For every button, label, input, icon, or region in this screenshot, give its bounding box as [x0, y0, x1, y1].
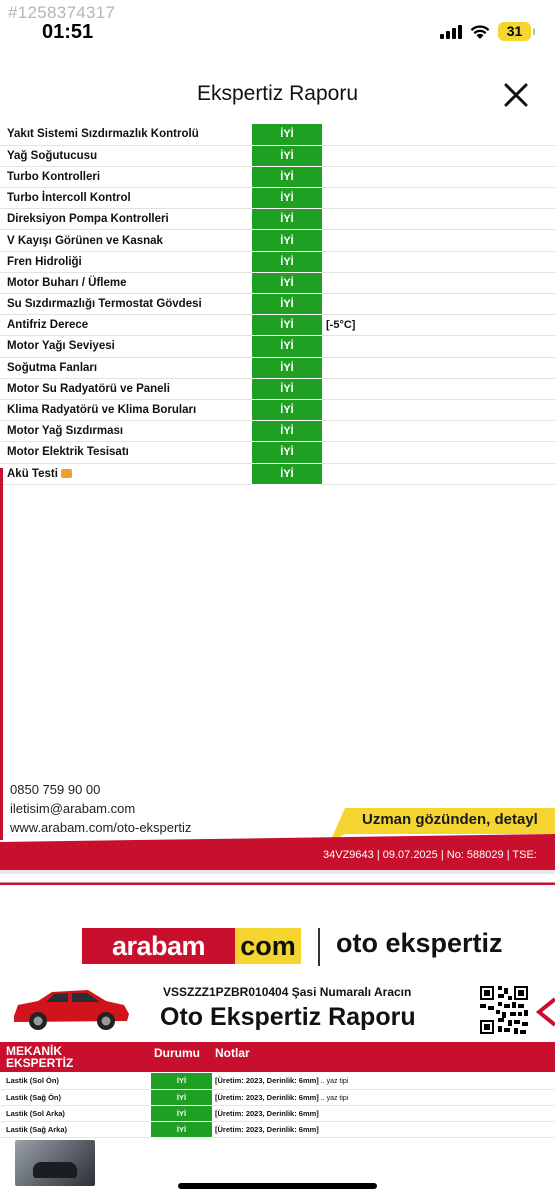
tire-note: [Üretim: 2023, Derinlik: 6mm]: [212, 1121, 555, 1137]
report-row: [0, 399, 555, 420]
tire-row: [0, 1105, 555, 1121]
row-label: Turbo Kontrolleri: [0, 166, 252, 187]
row-note: [322, 251, 555, 272]
signal-icon: [440, 24, 462, 39]
contact-phone: 0850 759 90 00: [10, 782, 101, 797]
row-label: Motor Su Radyatörü ve Paneli: [0, 378, 252, 399]
status-badge: İYİ: [252, 378, 322, 399]
status-badge: İYİ: [252, 357, 322, 378]
status-time: 01:51: [42, 21, 94, 43]
row-note: [322, 294, 555, 315]
report-row: [0, 124, 555, 145]
photo-thumbnail[interactable]: [15, 1140, 95, 1186]
row-note: [322, 209, 555, 230]
camera-icon[interactable]: [61, 469, 72, 478]
status-badge: İYİ: [252, 399, 322, 420]
page-edge-rule: [0, 468, 3, 840]
report-row: [0, 315, 555, 336]
row-note: [322, 463, 555, 484]
status-badge: İYİ: [252, 230, 322, 251]
section-header: [0, 1042, 555, 1072]
close-icon[interactable]: [501, 80, 531, 110]
tire-note: [Üretim: 2023, Derinlik: 6mm]: [212, 1105, 555, 1121]
report-row: [0, 230, 555, 251]
report-row: [0, 166, 555, 187]
column-status: Durumu: [154, 1046, 200, 1060]
row-note: [-5°C]: [322, 315, 555, 336]
report-row: [0, 251, 555, 272]
row-label: Akü Testi: [0, 463, 252, 484]
tire-note: [Üretim: 2023, Derinlik: 6mm] .. yaz tipi: [212, 1089, 555, 1105]
status-badge: İYİ: [252, 315, 322, 336]
status-badge: İYİ: [252, 336, 322, 357]
row-label: Yağ Soğutucusu: [0, 145, 252, 166]
wifi-icon: [469, 24, 491, 40]
row-note: [322, 399, 555, 420]
row-note: [322, 166, 555, 187]
tire-row: [0, 1121, 555, 1137]
battery-icon: 31: [498, 22, 531, 41]
row-label: Su Sızdırmazlığı Termostat Gövdesi: [0, 294, 252, 315]
tire-table: [0, 1073, 555, 1138]
row-note: [322, 272, 555, 293]
report-row: [0, 272, 555, 293]
row-label: Klima Radyatörü ve Klima Boruları: [0, 399, 252, 420]
report-row: [0, 209, 555, 230]
tire-label: Lastik (Sol Ön): [0, 1073, 151, 1089]
report-row: [0, 378, 555, 399]
row-note: [322, 378, 555, 399]
row-label: Antifriz Derece: [0, 315, 252, 336]
status-badge: İYİ: [252, 463, 322, 484]
report-table: [0, 124, 555, 485]
tire-row: [0, 1089, 555, 1105]
status-badge: İYİ: [151, 1121, 212, 1137]
contact-email: iletisim@arabam.com: [10, 801, 136, 816]
watermark: #1258374317: [8, 3, 116, 22]
column-notes: Notlar: [215, 1046, 250, 1060]
status-badge: İYİ: [252, 188, 322, 209]
status-badge: İYİ: [252, 442, 322, 463]
row-label: Soğutma Fanları: [0, 357, 252, 378]
status-badge: İYİ: [252, 421, 322, 442]
tire-label: Lastik (Sağ Arka): [0, 1121, 151, 1137]
row-label: Motor Buharı / Üfleme: [0, 272, 252, 293]
row-label: Direksiyon Pompa Kontrolleri: [0, 209, 252, 230]
status-badge: İYİ: [151, 1089, 212, 1105]
report-row: [0, 145, 555, 166]
row-note: [322, 357, 555, 378]
status-badge: İYİ: [252, 209, 322, 230]
report-row: [0, 357, 555, 378]
logo-com: com: [235, 928, 301, 964]
status-icons: [440, 22, 531, 41]
status-badge: İYİ: [252, 166, 322, 187]
status-badge: İYİ: [252, 294, 322, 315]
status-badge: İYİ: [151, 1073, 212, 1089]
row-label: Turbo İntercoll Kontrol: [0, 188, 252, 209]
chassis-line: VSSZZZ1PZBR010404 Şasi Numaralı Aracın: [163, 985, 412, 999]
car-image: [10, 980, 132, 1032]
report-row: [0, 463, 555, 484]
row-note: [322, 145, 555, 166]
report-row: [0, 442, 555, 463]
report-row: [0, 336, 555, 357]
report-row: [0, 188, 555, 209]
status-badge: İYİ: [252, 272, 322, 293]
status-badge: İYİ: [151, 1105, 212, 1121]
row-note: [322, 442, 555, 463]
modal-title: Ekspertiz Raporu: [196, 82, 359, 105]
tire-row: [0, 1073, 555, 1089]
section-title: MEKANİK EKSPERTİZ: [6, 1044, 74, 1070]
logo-divider: [318, 928, 320, 966]
row-note: [322, 188, 555, 209]
status-badge: İYİ: [252, 145, 322, 166]
report-row: [0, 294, 555, 315]
footer-slogan: Uzman gözünden, detayl: [362, 811, 538, 828]
qr-code: [478, 984, 530, 1036]
report-title: Oto Ekspertiz Raporu: [160, 1003, 416, 1031]
row-label: Yakıt Sistemi Sızdırmazlık Kontrolü: [0, 124, 252, 145]
logo-oto-ekspertiz: oto ekspertiz: [336, 928, 503, 958]
row-label: Fren Hidroliği: [0, 251, 252, 272]
row-label: Motor Elektrik Tesisatı: [0, 442, 252, 463]
logo-arabam: arabam: [82, 928, 235, 964]
row-label: Motor Yağı Seviyesi: [0, 336, 252, 357]
tire-label: Lastik (Sol Arka): [0, 1105, 151, 1121]
report-row: [0, 421, 555, 442]
row-note: [322, 124, 555, 145]
home-indicator[interactable]: [178, 1183, 377, 1189]
status-badge: İYİ: [252, 124, 322, 145]
row-note: [322, 421, 555, 442]
row-label: Motor Yağ Sızdırması: [0, 421, 252, 442]
arrow-icon: [536, 996, 555, 1028]
tire-note: [Üretim: 2023, Derinlik: 6mm] .. yaz tipi: [212, 1073, 555, 1089]
row-note: [322, 336, 555, 357]
contact-web: www.arabam.com/oto-ekspertiz: [10, 820, 192, 835]
row-label: V Kayışı Görünen ve Kasnak: [0, 230, 252, 251]
status-badge: İYİ: [252, 251, 322, 272]
row-note: [322, 230, 555, 251]
footer-reference: 34VZ9643 | 09.07.2025 | No: 588029 | TSE:: [323, 849, 537, 861]
tire-label: Lastik (Sağ Ön): [0, 1089, 151, 1105]
